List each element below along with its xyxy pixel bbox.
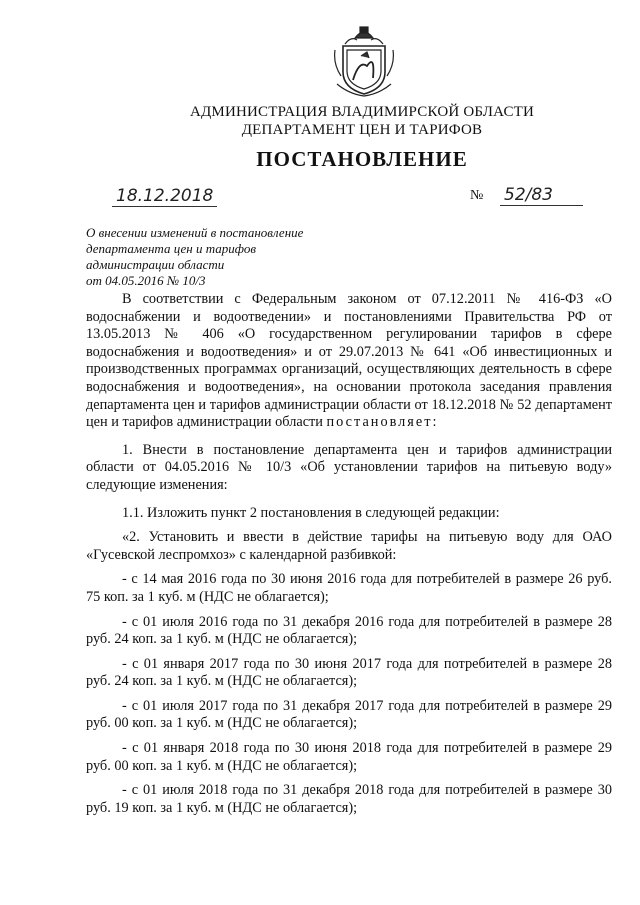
document-body — [86, 291, 612, 824]
subject-line: администрации области — [86, 257, 225, 272]
intro-text: В соответствии с Федеральным законом от 07.12.2011 № 416-ФЗ «О водоснабжении и водоотведении» и постановлениями Правительства РФ от 13.05.2013 № 406 «О государственном регулировании тарифов в сфере водоснабжения и водоотведения» и от 29.07.2013 № 641 «Об инвестиционных и производственных программах организаций, осуществляющих деятельность в сфере водоснабжения и водоотведения», на основании протокола заседания правления департамента цен и тарифов администрации области от 18.12.2018 № 52 департамент цен и тарифов администрации области — [86, 291, 612, 431]
organization-name: АДМИНИСТРАЦИЯ ВЛАДИМИРСКОЙ ОБЛАСТИ — [189, 104, 535, 120]
document-number: 52/83 — [500, 185, 583, 206]
tariff-item: - с 01 января 2017 года по 30 июня 2017 года для потребителей в размере 28 руб. 24 коп. за 1 куб. м (НДС не облагается); — [86, 655, 612, 690]
tariff-item: - с 01 июля 2018 года по 31 декабря 2018 года для потребителей в размере 30 руб. 19 коп. за 1 куб. м (НДС не облагается); — [86, 782, 612, 816]
tariff-item: - с 01 июля 2016 года по 31 декабря 2016 года для потребителей в размере 28 руб. 24 коп. за 1 куб. м (НДС не облагается); — [86, 613, 612, 648]
document-date: 18.12.2018 — [112, 186, 217, 207]
subject-line: департамента цен и тарифов — [86, 241, 256, 256]
item-1-1: 1.1. Изложить пункт 2 постановления в следующей редакции: — [122, 504, 500, 521]
subject-line: от 04.05.2016 № 10/3 — [86, 273, 206, 288]
department-name: ДЕПАРТАМЕНТ ЦЕН И ТАРИФОВ — [241, 122, 483, 138]
intro-paragraph — [86, 291, 612, 432]
tariff-item: - с 01 января 2018 года по 30 июня 2018 года для потребителей в размере 29 руб. 00 коп. за 1 куб. м (НДС не облагается); — [86, 740, 612, 774]
item-1: 1. Внести в постановление департамента цен и тарифов администрации области от 04.05.2016 № 10/3 «Об установлении тарифов на питьевую воду» следующие изменения: — [86, 441, 612, 493]
document-title: ПОСТАНОВЛЕНИЕ — [256, 147, 468, 171]
resolves-word: постановляет: — [326, 414, 439, 431]
coat-of-arms-emblem — [331, 24, 397, 98]
tariff-item: - с 01 июля 2017 года по 31 декабря 2017 года для потребителей в размере 29 руб. 00 коп. за 1 куб. м (НДС не облагается); — [86, 697, 612, 732]
tariff-item: - с 14 мая 2016 года по 30 июня 2016 года для потребителей в размере 26 руб. 75 коп. за 1 куб. м (НДС не облагается); — [86, 571, 612, 605]
number-prefix: № — [470, 188, 484, 203]
item-2: «2. Установить и ввести в действие тарифы на питьевую воду для ОАО «Гусевской леспромхоз» с календарной разбивкой: — [86, 529, 612, 563]
document-subject — [86, 225, 346, 289]
subject-line: О внесении изменений в постановление — [86, 225, 304, 240]
